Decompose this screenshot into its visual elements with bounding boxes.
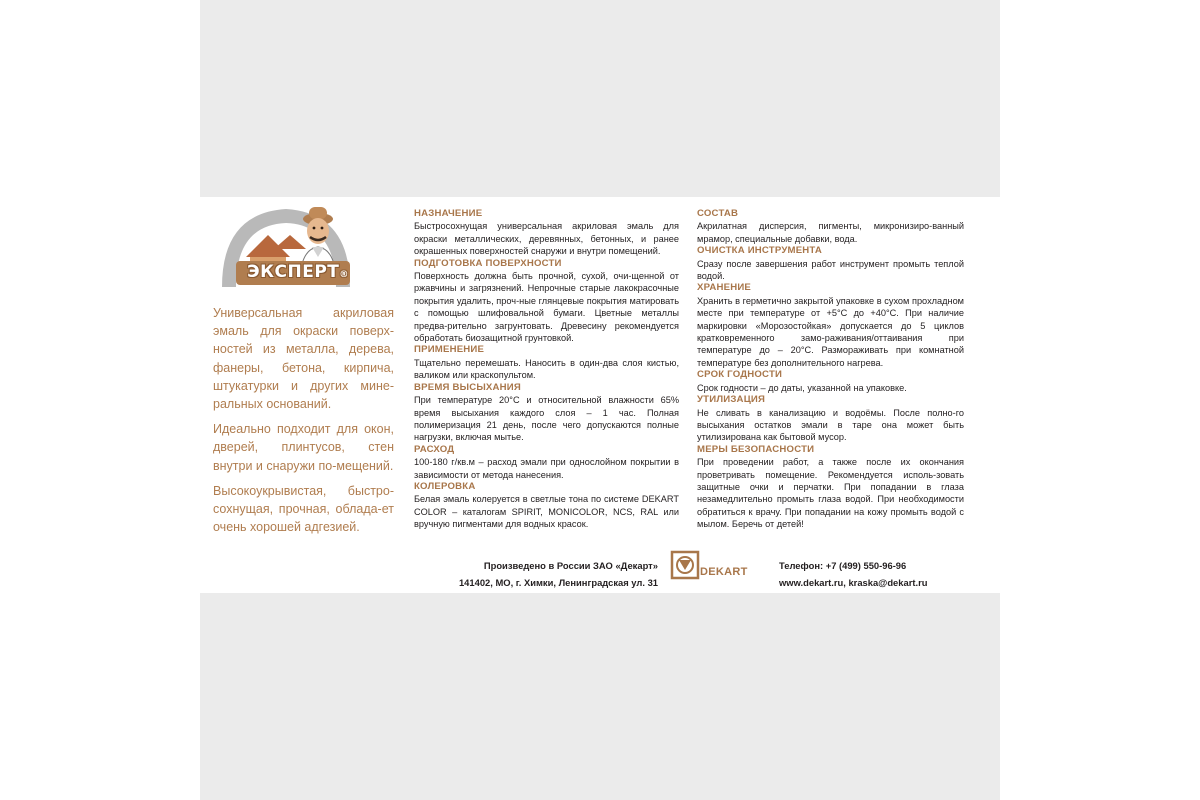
section-heading: РАСХОД xyxy=(414,443,455,455)
dekart-logo xyxy=(670,550,765,582)
contact-info xyxy=(779,558,979,591)
section-text: Белая эмаль колеруется в светлые тона по системе DEKART COLOR – каталогам SPIRIT, MONICOLOR, NCS, RAL или вручную пигментами для водных красок. xyxy=(414,494,679,530)
made-in-text: Произведено в России ЗАО «Декарт» xyxy=(483,560,658,571)
section-heading: КОЛЕРОВКА xyxy=(414,480,476,492)
section-heading: ПОДГОТОВКА ПОВЕРХНОСТИ xyxy=(414,257,562,269)
phone-text: Телефон: +7 (499) 550-96-96 xyxy=(779,560,907,571)
section-heading: ХРАНЕНИЕ xyxy=(697,282,752,294)
product-label xyxy=(200,197,1000,593)
section-heading: СОСТАВ xyxy=(697,208,739,219)
section-text: Сразу после завершения работ инструмент промыть теплой водой. xyxy=(697,258,964,282)
instructions-column-right xyxy=(697,208,964,531)
section-text: Поверхность должна быть прочной, сухой, очи-щенной от ржавчины и загрязнений. Непрочные старые лакокрасочные покрытия удалить, проч-ные глянцевые покрытия матировать с помощью шлифовальной бумаги. Цветные металлы предва-рительно загрунтовать. Древесину рекомендуется обработать биозащитной грунтовкой. xyxy=(414,271,679,344)
section-tool-cleaning xyxy=(697,245,964,282)
image-background-bottom xyxy=(200,593,1000,800)
address-text: 141402, МО, г. Химки, Ленинградская ул. 31 xyxy=(458,576,658,588)
section-consumption xyxy=(414,444,679,481)
instructions-column-middle xyxy=(414,208,679,531)
promo-paragraph: Высокоукрывистая, быстро-сохнущая, прочная, облада-ет очень хорошей адгезией. xyxy=(213,483,394,535)
section-tinting xyxy=(414,481,679,531)
promo-text-block xyxy=(213,304,394,543)
section-heading: УТИЛИЗАЦИЯ xyxy=(697,394,766,406)
section-text: Тщательно перемешать. Наносить в один-два слоя кистью, валиком или краскопультом. xyxy=(414,357,679,381)
section-text: 100-180 г/кв.м – расход эмали при однослойном покрытии в зависимости от метода нанесения. xyxy=(414,457,679,480)
section-drying-time xyxy=(414,382,679,444)
section-heading: ОЧИСТКА ИНСТРУМЕНТА xyxy=(697,245,823,257)
section-text: При температуре 20°С и относительной влажности 65% время высыхания каждого слоя – 1 час. Полная полимеризация 21 день, после чего допускаются полные нагрузки, включая мытье. xyxy=(414,395,679,443)
section-heading: МЕРЫ БЕЗОПАСНОСТИ xyxy=(697,443,815,455)
section-text: Быстросохнущая универсальная акриловая эмаль для окраски металлических, деревянных, бетонных, и ранее окрашенных поверхностей снаружи и внутри помещений. xyxy=(414,221,679,257)
manufacturer-info xyxy=(448,558,658,591)
section-text: Акрилатная дисперсия, пигменты, микронизиро-ванный мрамор, специальные добавки, вода. xyxy=(697,221,964,244)
section-shelf-life xyxy=(697,369,964,394)
section-heading: ПРИМЕНЕНИЕ xyxy=(414,344,485,356)
image-background-top xyxy=(200,0,1000,197)
expert-logo-text: ЭКСПЕРТ® xyxy=(247,262,349,282)
section-text: Хранить в герметично закрытой упаковке в сухом прохладном месте при температуре от +5°С до +40°С. При наличие маркировки «Морозостойкая» допускается до 5 циклов кратковременного замо-раживания/оттаивания при температуре до – 20°С. Размораживать при комнатной температуре без дополнительного нагрева. xyxy=(697,295,964,368)
dekart-logo-text: DEKART xyxy=(700,566,748,578)
section-text: Не сливать в канализацию и водоёмы. После полно-го высыхания остатков эмали в таре она может быть утилизирована как бытовой мусор. xyxy=(697,407,964,443)
section-text: Срок годности – до даты, указанной на упаковке. xyxy=(697,382,907,393)
section-heading: НАЗНАЧЕНИЕ xyxy=(414,208,483,219)
dekart-logo-icon xyxy=(670,550,700,582)
section-disposal xyxy=(697,394,964,444)
section-heading: СРОК ГОДНОСТИ xyxy=(697,369,783,381)
section-text: При проведении работ, а также после их окончания проветривать помещение. Рекомендуется исполь-зовать защитные очки и перчатки. При попадании в глаза незамедлительно промыть глаза водой. При необходимости обратиться к врачу. При попадании на кожу промыть водой с мылом. Беречь от детей! xyxy=(697,457,964,530)
section-surface-prep xyxy=(414,258,679,345)
section-application xyxy=(414,344,679,381)
section-purpose xyxy=(414,208,679,258)
section-heading: ВРЕМЯ ВЫСЫХАНИЯ xyxy=(414,381,521,393)
promo-paragraph: Идеально подходит для окон, дверей, плинтусов, стен внутри и снаружи по-мещений. xyxy=(213,422,394,473)
section-storage xyxy=(697,282,964,369)
expert-mascot-logo-icon xyxy=(216,199,356,295)
promo-paragraph: Универсальная акриловая эмаль для окраски поверх-ностей из металла, дерева, фанеры, бетона, кирпича, штукатурки и других мине-ральных оснований. xyxy=(213,306,394,412)
section-safety xyxy=(697,444,964,531)
web-email-text: www.dekart.ru, kraska@dekart.ru xyxy=(779,576,928,588)
section-composition xyxy=(697,208,964,245)
